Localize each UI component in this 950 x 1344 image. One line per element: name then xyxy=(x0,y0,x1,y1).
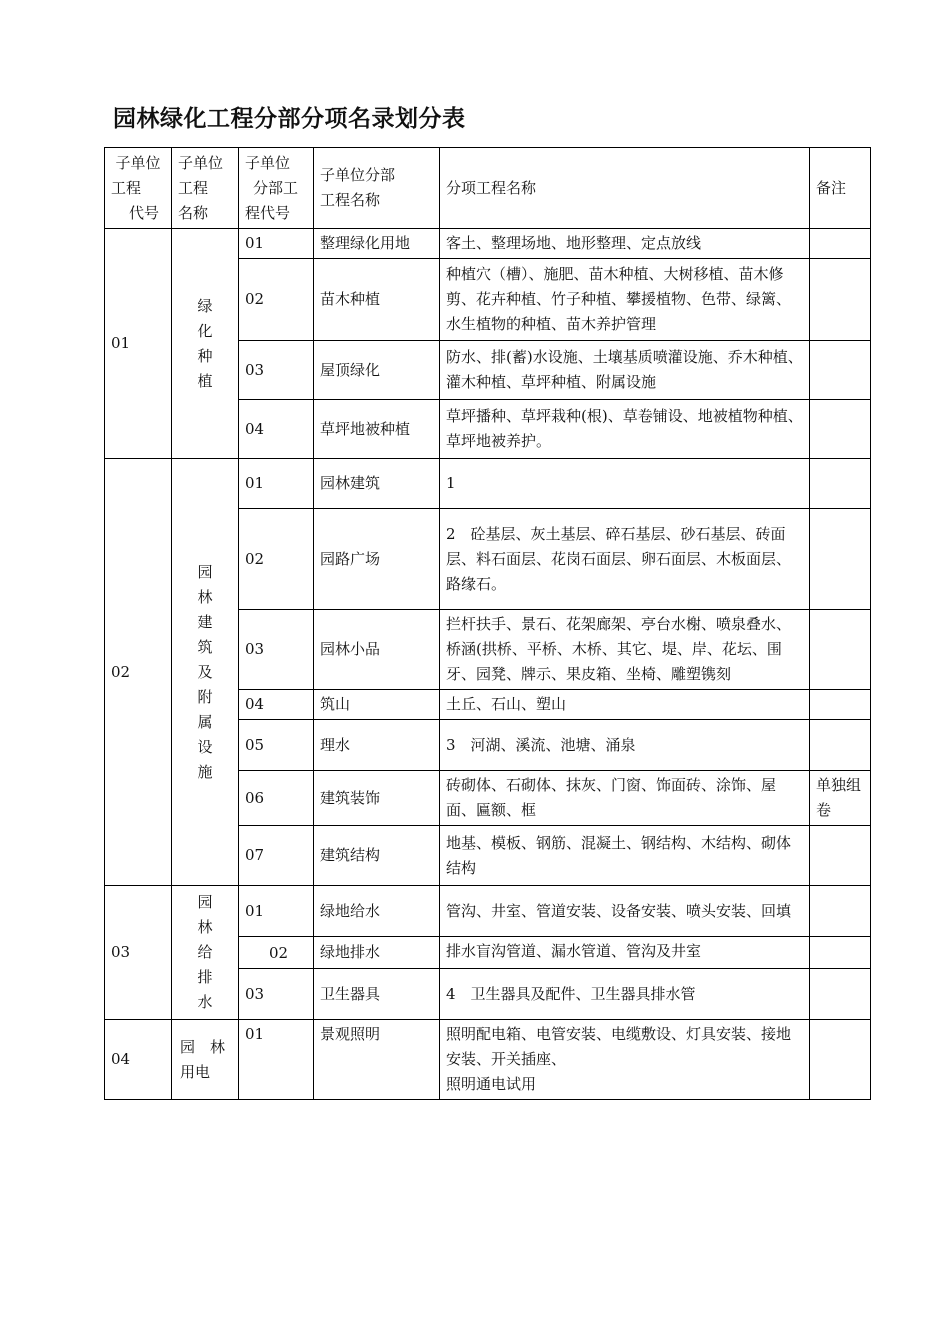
remark-cell xyxy=(810,937,871,969)
table-row xyxy=(105,459,871,509)
unit-name-char: 建 xyxy=(197,612,213,631)
part-name-cell: 筑山 xyxy=(314,690,440,720)
items-cell: 拦杆扶手、景石、花架廊架、亭台水榭、喷泉叠水、桥涵(拱桥、平桥、木桥、其它、堤、岸、花坛、围牙、园凳、牌示、果皮箱、坐椅、雕塑镌刻 xyxy=(440,610,810,690)
part-name-cell: 园路广场 xyxy=(314,509,440,610)
part-name-cell: 绿地排水 xyxy=(314,937,440,969)
items-cell: 管沟、井室、管道安装、设备安装、喷头安装、回填 xyxy=(440,886,810,937)
unit-code-cell: 02 xyxy=(105,459,172,886)
part-name-cell: 园林建筑 xyxy=(314,459,440,509)
part-name-cell: 建筑结构 xyxy=(314,826,440,886)
unit-name-char: 及 xyxy=(197,662,213,681)
remark-cell xyxy=(810,400,871,459)
part-code-cell: 06 xyxy=(239,771,314,826)
unit-name-char: 属 xyxy=(197,712,213,731)
unit-name-char: 林 xyxy=(197,587,213,606)
remark-cell xyxy=(810,229,871,259)
part-name-cell: 卫生器具 xyxy=(314,969,440,1020)
remark-cell xyxy=(810,720,871,771)
header-text: 程代号 xyxy=(245,203,291,222)
part-code-cell: 04 xyxy=(239,400,314,459)
part-code-cell: 03 xyxy=(239,969,314,1020)
part-name-cell: 绿地给水 xyxy=(314,886,440,937)
items-line: 照明配电箱、电管安装、电缆敷设、灯具安装、接地安装、开关插座、 xyxy=(446,1025,792,1068)
items-cell: 土丘、石山、塑山 xyxy=(440,690,810,720)
remark-cell: 单独组卷 xyxy=(810,771,871,826)
header-part-code xyxy=(239,148,314,229)
items-cell: 4 卫生器具及配件、卫生器具排水管 xyxy=(440,969,810,1020)
unit-name-char: 水 xyxy=(197,993,213,1011)
unit-name-char: 园 xyxy=(197,893,213,911)
items-cell: 3 河湖、溪流、池塘、涌泉 xyxy=(440,720,810,771)
table-row xyxy=(105,886,871,937)
part-name-cell: 景观照明 xyxy=(314,1020,440,1100)
division-table xyxy=(104,147,871,1100)
part-code-cell: 05 xyxy=(239,720,314,771)
items-cell: 种植穴（槽）、施肥、苗木种植、大树移植、苗木修剪、花卉种植、竹子种植、攀援植物、色带、绿篱、水生植物的种植、苗木养护管理 xyxy=(440,259,810,341)
remark-cell xyxy=(810,826,871,886)
items-cell: 客土、整理场地、地形整理、定点放线 xyxy=(440,229,810,259)
unit-code-cell: 04 xyxy=(105,1020,172,1100)
items-cell: 防水、排(蓄)水设施、土壤基质喷灌设施、乔木种植、灌木种植、草坪种植、附属设施 xyxy=(440,341,810,400)
part-name-cell: 草坪地被种植 xyxy=(314,400,440,459)
unit-code-cell: 01 xyxy=(105,229,172,459)
unit-name-char: 植 xyxy=(197,371,213,390)
unit-name-char: 绿 xyxy=(197,296,213,315)
part-name-cell: 屋顶绿化 xyxy=(314,341,440,400)
part-name-cell: 理水 xyxy=(314,720,440,771)
header-unit-code xyxy=(105,148,172,229)
part-code-cell: 03 xyxy=(239,341,314,400)
header-unit-name xyxy=(172,148,239,229)
header-row xyxy=(105,148,871,229)
header-text: 子单位分部 xyxy=(320,166,396,184)
header-text: 子单位 xyxy=(115,153,161,172)
items-cell: 砖砌体、石砌体、抹灰、门窗、饰面砖、涂饰、屋面、匾额、框 xyxy=(440,771,810,826)
header-text: 工程 xyxy=(178,178,209,197)
header-text: 工程 xyxy=(111,178,142,197)
part-name-cell: 苗木种植 xyxy=(314,259,440,341)
unit-name-char: 种 xyxy=(197,346,213,365)
header-part-name xyxy=(314,148,440,229)
remark-cell xyxy=(810,610,871,690)
unit-name-char: 林 xyxy=(197,918,213,936)
remark-cell xyxy=(810,259,871,341)
header-text: 代号 xyxy=(128,203,159,222)
table-row xyxy=(105,229,871,259)
items-cell: 排水盲沟管道、漏水管道、管沟及井室 xyxy=(440,937,810,969)
part-code-cell: 04 xyxy=(239,690,314,720)
remark-cell xyxy=(810,969,871,1020)
part-code-cell: 01 xyxy=(239,229,314,259)
header-items: 分项工程名称 xyxy=(440,148,810,229)
header-remark: 备注 xyxy=(810,148,871,229)
unit-name-char: 设 xyxy=(197,737,213,756)
unit-name-char: 给 xyxy=(197,943,213,961)
items-cell xyxy=(440,1020,810,1100)
part-name-cell: 整理绿化用地 xyxy=(314,229,440,259)
header-text: 工程名称 xyxy=(320,191,381,209)
part-code-cell: 03 xyxy=(239,610,314,690)
part-code-cell: 02 xyxy=(239,509,314,610)
part-code-cell: 01 xyxy=(239,459,314,509)
document-title: 园林绿化工程分部分项名录划分表 xyxy=(113,106,466,132)
unit-code-cell: 03 xyxy=(105,886,172,1020)
unit-name-char: 排 xyxy=(197,968,213,986)
part-name-cell: 园林小品 xyxy=(314,610,440,690)
items-cell: 草坪播种、草坪栽种(根)、草卷铺设、地被植物种植、草坪地被养护。 xyxy=(440,400,810,459)
unit-name-char: 化 xyxy=(197,321,213,340)
remark-cell xyxy=(810,690,871,720)
unit-name-char: 附 xyxy=(197,687,213,706)
unit-name-cell xyxy=(172,886,239,1020)
remark-cell xyxy=(810,886,871,937)
items-line: 照明通电试用 xyxy=(446,1075,537,1093)
header-text: 子单位 xyxy=(245,153,291,172)
remark-cell xyxy=(810,341,871,400)
unit-name-char: 施 xyxy=(197,762,213,781)
remark-cell xyxy=(810,509,871,610)
unit-name-char: 筑 xyxy=(197,637,213,656)
unit-name-char: 园 xyxy=(197,562,213,581)
unit-name-cell: 园 林用电 xyxy=(172,1020,239,1100)
remark-cell xyxy=(810,459,871,509)
items-cell: 地基、模板、钢筋、混凝土、钢结构、木结构、砌体结构 xyxy=(440,826,810,886)
remark-cell xyxy=(810,1020,871,1100)
part-code-cell: 01 xyxy=(239,886,314,937)
part-code-cell: 02 xyxy=(239,937,314,969)
unit-name-cell xyxy=(172,229,239,459)
unit-name-cell xyxy=(172,459,239,886)
part-code-cell: 07 xyxy=(239,826,314,886)
header-text: 分部工 xyxy=(253,178,299,197)
items-cell: 2 砼基层、灰土基层、碎石基层、砂石基层、砖面层、料石面层、花岗石面层、卵石面层、木板面层、路缘石。 xyxy=(440,509,810,610)
header-text: 名称 xyxy=(178,203,209,222)
part-code-cell: 02 xyxy=(239,259,314,341)
header-text: 子单位 xyxy=(178,153,224,172)
part-code-cell: 01 xyxy=(239,1020,314,1100)
part-name-cell: 建筑装饰 xyxy=(314,771,440,826)
items-cell: 1 xyxy=(440,459,810,509)
table-row xyxy=(105,1020,871,1100)
